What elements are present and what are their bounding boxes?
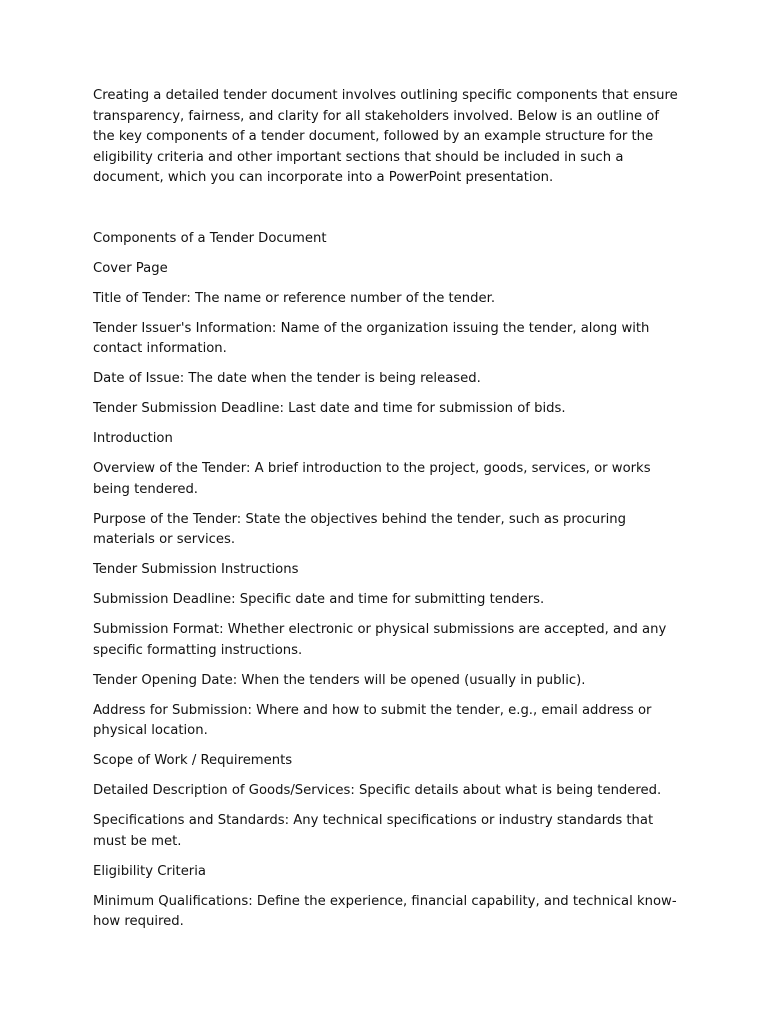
subsection-heading: Tender Submission Instructions: [93, 562, 299, 577]
list-item: Submission Format: Whether electronic or physical submissions are accepted, and any specific formatting instructions.: [93, 622, 667, 658]
subsection-heading: Cover Page: [93, 260, 168, 276]
list-item: Submission Deadline: Specific date and time for submitting tenders.: [93, 592, 545, 607]
list-item: Tender Opening Date: When the tenders will be opened (usually in public).: [93, 672, 586, 688]
list-item: Minimum Qualifications: Define the experience, financial capability, and technical know-how required.: [93, 893, 677, 929]
list-item: Date of Issue: The date when the tender is being released.: [93, 371, 481, 386]
intro-paragraph: Creating a detailed tender document involves outlining specific components that ensure transparency, fairness, and clarity for all stakeholders involved. Below is an outline of the key components of a tender document, followed by an example structure for the eligibility criteria and other important sections that should be included in such a document, which you can incorporate into a PowerPoint presentation.: [93, 88, 678, 185]
list-item: Overview of the Tender: A brief introduction to the project, goods, services, or works being tendered.: [93, 461, 651, 497]
subsection-heading: Introduction: [93, 431, 173, 446]
list-item: Address for Submission: Where and how to submit the tender, e.g., email address or physical location.: [93, 702, 652, 738]
list-item: Detailed Description of Goods/Services: Specific details about what is being tendered.: [93, 783, 662, 798]
section-heading: Components of a Tender Document: [93, 230, 327, 246]
list-item: Tender Issuer's Information: Name of the organization issuing the tender, along with contact information.: [93, 320, 650, 356]
list-item: Specifications and Standards: Any technical specifications or industry standards that must be met.: [93, 813, 654, 849]
subsection-heading: Scope of Work / Requirements: [93, 753, 293, 768]
document-body: [93, 86, 683, 942]
list-item: Title of Tender: The name or reference number of the tender.: [93, 290, 496, 306]
list-item: Purpose of the Tender: State the objectives behind the tender, such as procuring materials or services.: [93, 511, 627, 547]
subsection-heading: Eligibility Criteria: [93, 863, 206, 879]
list-item: Tender Submission Deadline: Last date and time for submission of bids.: [93, 401, 566, 416]
